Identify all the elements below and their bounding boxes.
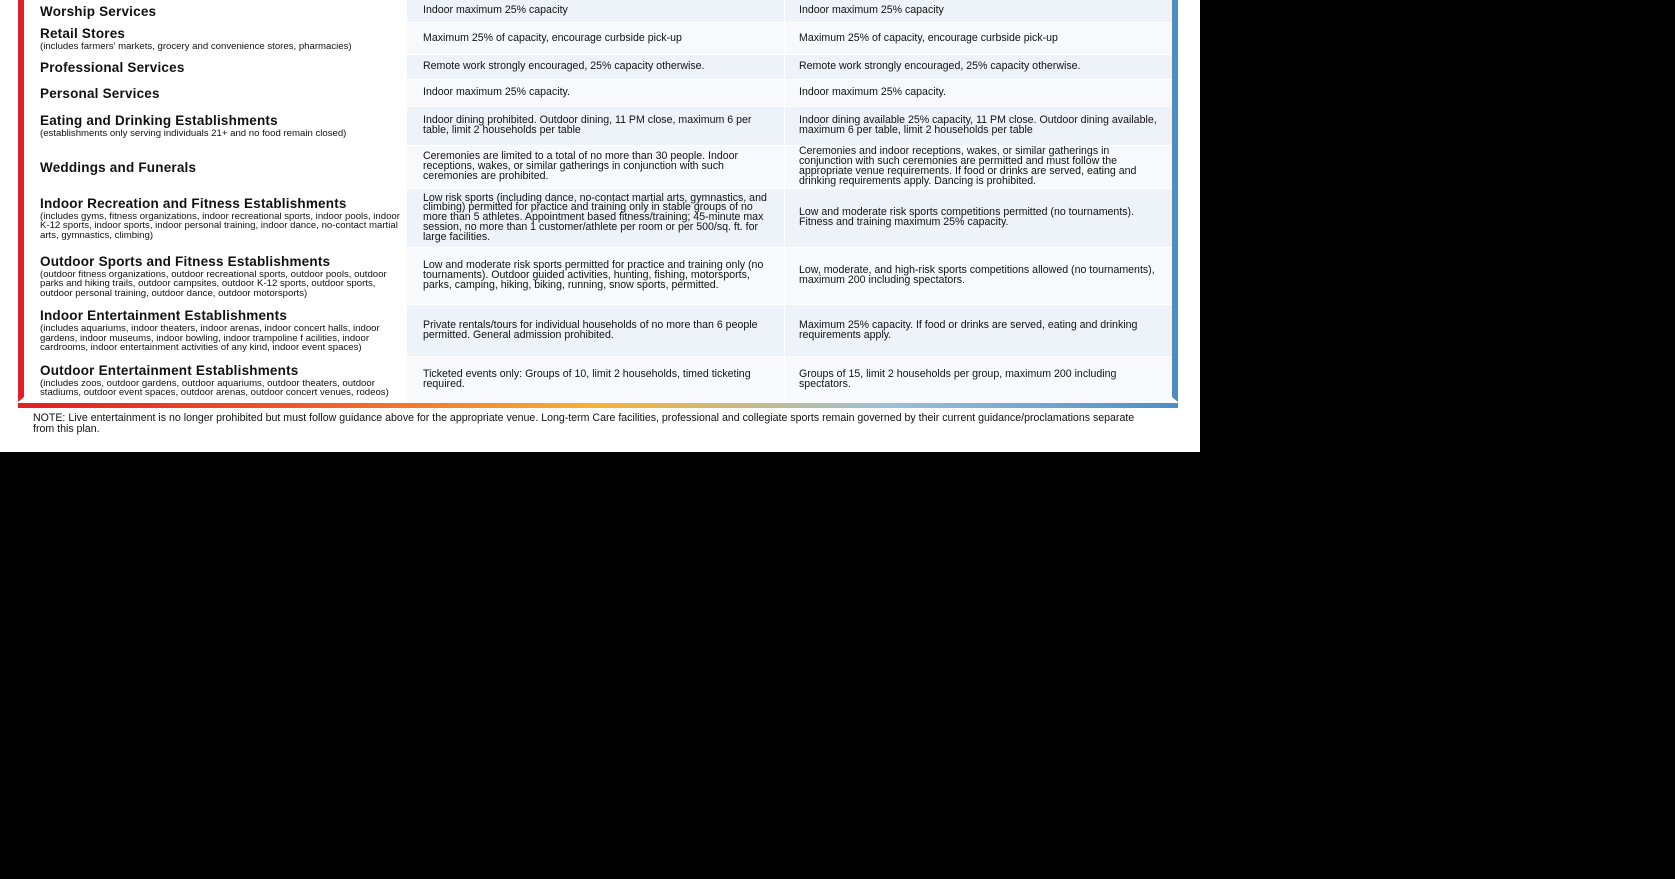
category-cell xyxy=(24,80,406,106)
current-rule-text: Low risk sports (including dance, no-contact martial arts, gymnastics, and climbing) permitted for practice and training only in stable groups of no more than 5 athletes. Appointment based fitness/training; 45-minute max session, no more than 1 customer/athlete per room or per 500/sq. ft. for large facilities. xyxy=(423,191,767,243)
current-rule-cell xyxy=(406,23,784,54)
next-rule-cell xyxy=(784,248,1172,304)
current-rule-cell xyxy=(406,189,784,247)
category-title: Indoor Entertainment Establishments xyxy=(40,308,288,324)
current-rule-text: Low and moderate risk sports permitted for practice and training only (no tournaments). Outdoor guided activities, hunting, fishing, motorsports, parks, camping, hiking, biking, running, snow sports, permitted. xyxy=(423,259,764,291)
table-row xyxy=(24,305,1172,356)
category-title: Eating and Drinking Establishments xyxy=(40,113,278,129)
current-rule-cell xyxy=(406,107,784,145)
table-row xyxy=(24,357,1172,403)
table-row xyxy=(24,189,1172,247)
category-subtitle: (includes zoos, outdoor gardens, outdoor aquariums, outdoor theaters, outdoor stadiums, outdoor event spaces, outdoor arenas, outdoor concert venues, rodeos) xyxy=(40,377,389,398)
category-subtitle: (includes gyms, fitness organizations, indoor recreational sports, indoor pools, indoor K-12 sports, indoor sports, indoor personal training, indoor dance, no-contact martial arts, gymnastics, climbing) xyxy=(40,210,400,241)
category-cell xyxy=(24,357,406,403)
current-rule-text: Indoor maximum 25% capacity xyxy=(423,4,568,17)
document-page xyxy=(0,0,1200,452)
gradient-border xyxy=(18,403,1178,408)
next-rule-cell xyxy=(784,0,1172,22)
current-rule-cell xyxy=(406,55,784,79)
category-subtitle: (includes farmers' markets, grocery and convenience stores, pharmacies) xyxy=(40,40,352,52)
current-rule-cell xyxy=(406,146,784,188)
category-title: Outdoor Entertainment Establishments xyxy=(40,362,299,378)
next-rule-text: Remote work strongly encouraged, 25% capacity otherwise. xyxy=(799,60,1081,73)
table-row xyxy=(24,23,1172,54)
current-rule-text: Ticketed events only: Groups of 10, limit 2 households, timed ticketing required. xyxy=(423,368,751,390)
category-title: Retail Stores xyxy=(40,25,126,41)
current-rule-cell xyxy=(406,80,784,106)
next-rule-text: Maximum 25% of capacity, encourage curbside pick-up xyxy=(799,31,1058,44)
category-cell xyxy=(24,248,406,304)
current-rule-text: Private rentals/tours for individual households of no more than 6 people permitted. General admission prohibited. xyxy=(423,318,758,341)
next-rule-cell xyxy=(784,146,1172,188)
category-cell xyxy=(24,146,406,188)
next-rule-cell xyxy=(784,357,1172,403)
current-rule-text: Remote work strongly encouraged, 25% capacity otherwise. xyxy=(423,60,705,73)
table-row xyxy=(24,80,1172,106)
category-cell xyxy=(24,189,406,247)
category-title: Worship Services xyxy=(40,3,157,19)
current-rule-cell xyxy=(406,0,784,22)
next-rule-cell xyxy=(784,80,1172,106)
next-rule-text: Ceremonies and indoor receptions, wakes, or similar gatherings in conjunction with such ceremonies are permitted and must follow the appropriate venue requirements. If food or drinks are served, eating and drinking requirements apply. Dancing is prohibited. xyxy=(799,146,1137,187)
category-subtitle: (establishments only serving individuals 21+ and no food remain closed) xyxy=(40,128,347,140)
next-rule-text: Groups of 15, limit 2 households per group, maximum 200 including spectators. xyxy=(799,368,1117,390)
next-rule-cell xyxy=(784,305,1172,356)
current-rule-cell xyxy=(406,305,784,356)
current-rule-cell xyxy=(406,357,784,403)
next-rule-text: Low, moderate, and high-risk sports competitions allowed (no tournaments), maximum 200 including spectators. xyxy=(799,264,1155,286)
next-rule-cell xyxy=(784,55,1172,79)
category-cell xyxy=(24,107,406,145)
category-title: Weddings and Funerals xyxy=(40,159,197,175)
current-rule-text: Indoor maximum 25% capacity. xyxy=(423,86,570,99)
next-rule-text: Low and moderate risk sports competitions permitted (no tournaments). Fitness and training maximum 25% capacity. xyxy=(799,206,1135,228)
current-rule-text: Ceremonies are limited to a total of no more than 30 people. Indoor receptions, wakes, or similar gatherings in conjunction with such ceremonies are prohibited. xyxy=(423,150,739,182)
next-rule-text: Maximum 25% capacity. If food or drinks are served, eating and drinking requirements apply. xyxy=(799,318,1138,341)
category-cell xyxy=(24,23,406,54)
table-row xyxy=(24,248,1172,304)
next-rule-cell xyxy=(784,107,1172,145)
category-cell xyxy=(24,0,406,22)
category-title: Professional Services xyxy=(40,59,185,75)
category-title: Personal Services xyxy=(40,85,160,101)
table-row xyxy=(24,146,1172,188)
next-rule-text: Indoor dining available 25% capacity, 11 PM close. Outdoor dining available, maximum 6 per table, limit 2 households per table xyxy=(799,114,1157,136)
table-row xyxy=(24,0,1172,22)
next-rule-text: Indoor maximum 25% capacity. xyxy=(799,86,946,99)
next-rule-text: Indoor maximum 25% capacity xyxy=(799,4,944,17)
next-rule-cell xyxy=(784,189,1172,247)
current-rule-cell xyxy=(406,248,784,304)
table-row xyxy=(24,107,1172,145)
category-subtitle: (outdoor fitness organizations, outdoor recreational sports, outdoor pools, outdoor parks and hiking trails, outdoor campsites, outdoor K-12 sports, outdoor sports, outdoor personal training, outdoor dance, outdoor motorsports) xyxy=(40,268,387,299)
current-rule-text: Maximum 25% of capacity, encourage curbside pick-up xyxy=(423,31,682,44)
current-rule-text: Indoor dining prohibited. Outdoor dining, 11 PM close, maximum 6 per table, limit 2 households per table xyxy=(423,114,752,136)
category-title: Indoor Recreation and Fitness Establishments xyxy=(40,195,347,211)
footnote: NOTE: Live entertainment is no longer prohibited but must follow guidance above for the appropriate venue. Long-term Care facilities, professional and collegiate sports remain governed by their current guidance/proclamations separate from this plan. xyxy=(33,412,1135,435)
category-cell xyxy=(24,55,406,79)
category-subtitle: (includes aquariums, indoor theaters, indoor arenas, indoor concert halls, indoor gardens, indoor museums, indoor bowling, indoor trampoline f acilities, indoor cardrooms, indoor entertainment activities of any kind, indoor event spaces) xyxy=(40,323,380,354)
category-cell xyxy=(24,305,406,356)
category-title: Outdoor Sports and Fitness Establishments xyxy=(40,253,331,269)
next-rule-cell xyxy=(784,23,1172,54)
table-row xyxy=(24,55,1172,79)
